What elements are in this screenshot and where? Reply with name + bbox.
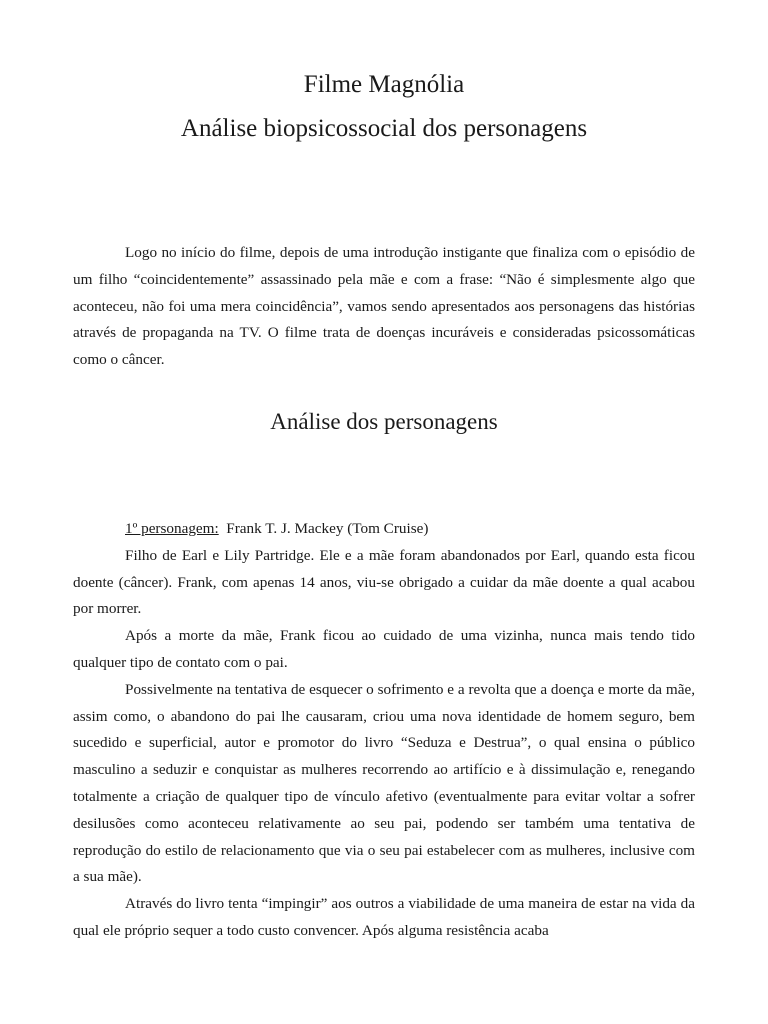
intro-paragraph: Logo no início do filme, depois de uma introdução instigante que finaliza com o episódio de um filho “coincidentemente” assassinado pela mãe e com a frase: “Não é simplesmente algo que aconteceu, não foi uma mera coincidência”, vamos sendo apresentados aos personagens das histórias através de propaganda na TV. O filme trata de doenças incuráveis e consideradas psicossomáticas como o câncer. — [73, 244, 695, 369]
body-paragraph: Filho de Earl e Lily Partridge. Ele e a mãe foram abandonados por Earl, quando esta ficou doente (câncer). Frank, com apenas 14 anos, viu-se obrigado a cuidar da mãe doente a qual acabou por morrer. — [73, 546, 695, 618]
character-name: Frank T. J. Mackey (Tom Cruise) — [226, 519, 429, 537]
document-title: Filme Magnólia — [303, 71, 465, 98]
character-body — [73, 543, 695, 945]
body-paragraph: Através do livro tenta “impingir” aos outros a viabilidade de uma maneira de estar na vida da qual ele próprio sequer a todo custo convencer. Após alguma resistência acaba — [73, 895, 695, 939]
section-title: Análise dos personagens — [270, 408, 498, 434]
character-label: 1º personagem: — [125, 519, 219, 537]
intro-section — [73, 240, 695, 374]
body-paragraph: Após a morte da mãe, Frank ficou ao cuidado de uma vizinha, nunca mais tendo tido qualquer tipo de contato com o pai. — [73, 627, 695, 671]
document-subtitle: Análise biopsicossocial dos personagens — [180, 115, 588, 142]
character-heading — [73, 516, 695, 543]
body-paragraph: Possivelmente na tentativa de esquecer o sofrimento e a revolta que a doença e morte da mãe, assim como, o abandono do pai lhe causaram, criou uma nova identidade de homem seguro, bem sucedido e superficial, autor e promotor do livro “Seduza e Destrua”, o qual ensina o público masculino a seduzir e conquistar as mulheres recorrendo ao artifício e à dissimulação e, renegando totalmente a criação de qualquer tipo de vínculo afetivo (eventualmente para evitar voltar a sofrer desilusões como aconteceu relativamente ao seu pai, podendo ser também uma tentativa de reprodução do estilo de relacionamento que via o seu pai estabelecer com as mulheres, inclusive com a sua mãe). — [73, 680, 695, 886]
